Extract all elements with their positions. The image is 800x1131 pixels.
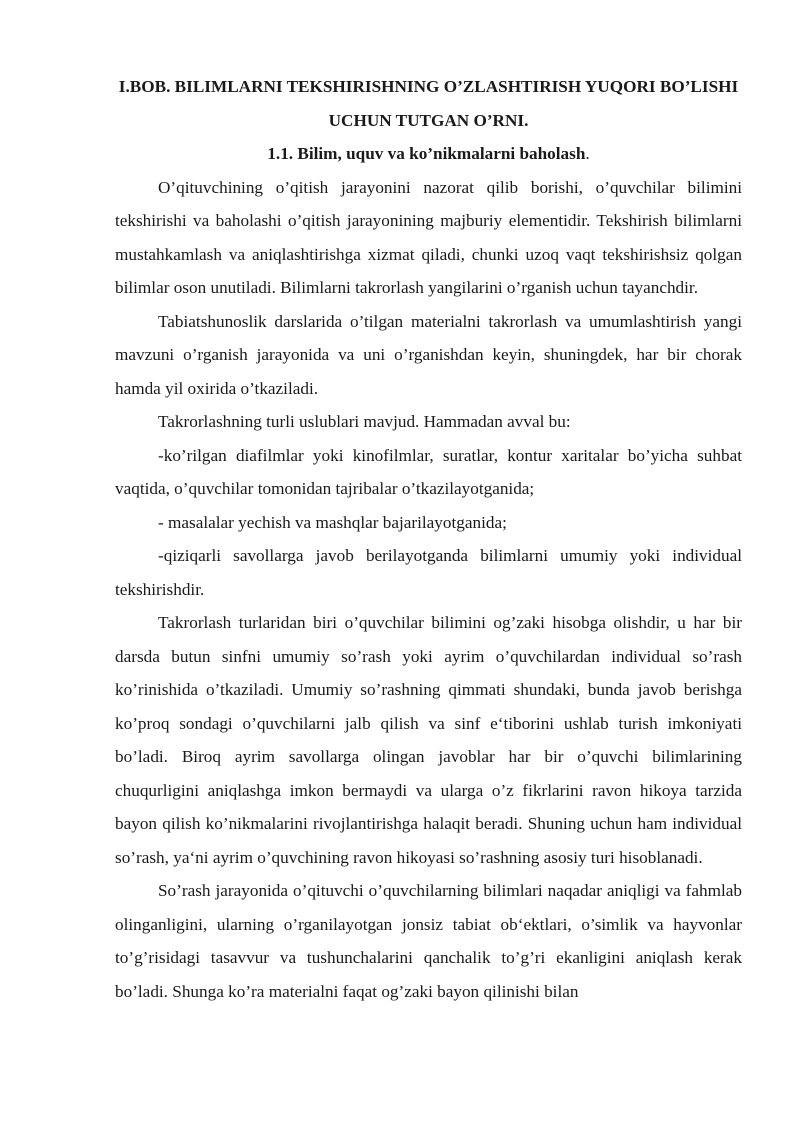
- paragraph-5: - masalalar yechish va mashqlar bajarilayotganida;: [158, 512, 507, 532]
- section-title-end: .: [585, 144, 590, 163]
- paragraph-7: Takrorlash turlaridan biri o’quvchilar bilimini og’zaki hisobga olishdir, u har bir darsda butun sinfni umumiy so’rash yoki ayrim o’quvchilardan individual so’rash ko’rinishida o’tkaziladi. Umumiy so’rashning qimmati shundaki, bunda javob berishga ko’proq sondagi o’quvchilarni jalb qilish va sinf e‘tiborini ushlab turish imkoniyati bo’ladi. Biroq ayrim savollarga olingan javoblar har bir o’quvchi bilimlarining chuqurligini aniqlashga imkon bermaydi va ularga o’z fikrlarini ravon hikoya tarzida bayon qilish ko’nikmalarini rivojlantirishga halaqit beradi. Shuning uchun ham individual so’rash, ya‘ni ayrim o’quvchining ravon hikoyasi so’rashning asosiy turi hisoblanadi.: [115, 613, 742, 867]
- chapter-title: I.BOB. BILIMLARNI TEKSHIRISHNING O’ZLASHTIRISH YUQORI BO’LISHI UCHUN TUTGAN O’RNI.: [118, 77, 739, 130]
- paragraph-2: Tabiatshunoslik darslarida o’tilgan materialni takrorlash va umumlashtirish yangi mavzuni o’rganish jarayonida va uni o’rganishdan keyin, shuningdek, har bir chorak hamda yil oxirida o’tkaziladi.: [115, 311, 742, 398]
- paragraph-3: Takrorlashning turli uslublari mavjud. Hammadan avval bu:: [158, 412, 571, 431]
- section-title: [115, 137, 742, 171]
- paragraph-1: O’qituvchining o’qitish jarayonini nazorat qilib borishi, o’quvchilar bilimini tekshirishi va baholashi o’qitish jarayonining majburiy elementidir. Tekshirish bilimlarni mustahkamlash va aniqlashtirishga xizmat qiladi, chunki uzoq vaqt tekshirishsiz qolgan bilimlar oson unutiladi. Bilimlarni takrorlash yangilarini o’rganish uchun tayanchdir.: [115, 177, 742, 297]
- section-title-text: 1.1. Bilim, uquv va ko’nikmalarni baholash: [267, 144, 586, 163]
- paragraph-6: -qiziqarli savollarga javob berilayotganda bilimlarni umumiy yoki individual tekshirishdir.: [115, 546, 742, 599]
- paragraph-4: -ko’rilgan diafilmlar yoki kinofilmlar, suratlar, kontur xaritalar bo’yicha suhbat vaqtida, o’quvchilar tomonidan tajribalar o’tkazilayotganida;: [115, 445, 742, 498]
- paragraph-8: So’rash jarayonida o’qituvchi o’quvchilarning bilimlari naqadar aniqligi va fahmlab olinganligini, ularning o’rganilayotgan jonsiz tabiat ob‘ektlari, o’simlik va hayvonlar to’g’risidagi tasavvur va tushunchalarini qanchalik to’g’ri ekanligini aniqlash kerak bo’ladi. Shunga ko’ra materialni faqat og’zaki bayon qilinishi bilan: [115, 881, 742, 1001]
